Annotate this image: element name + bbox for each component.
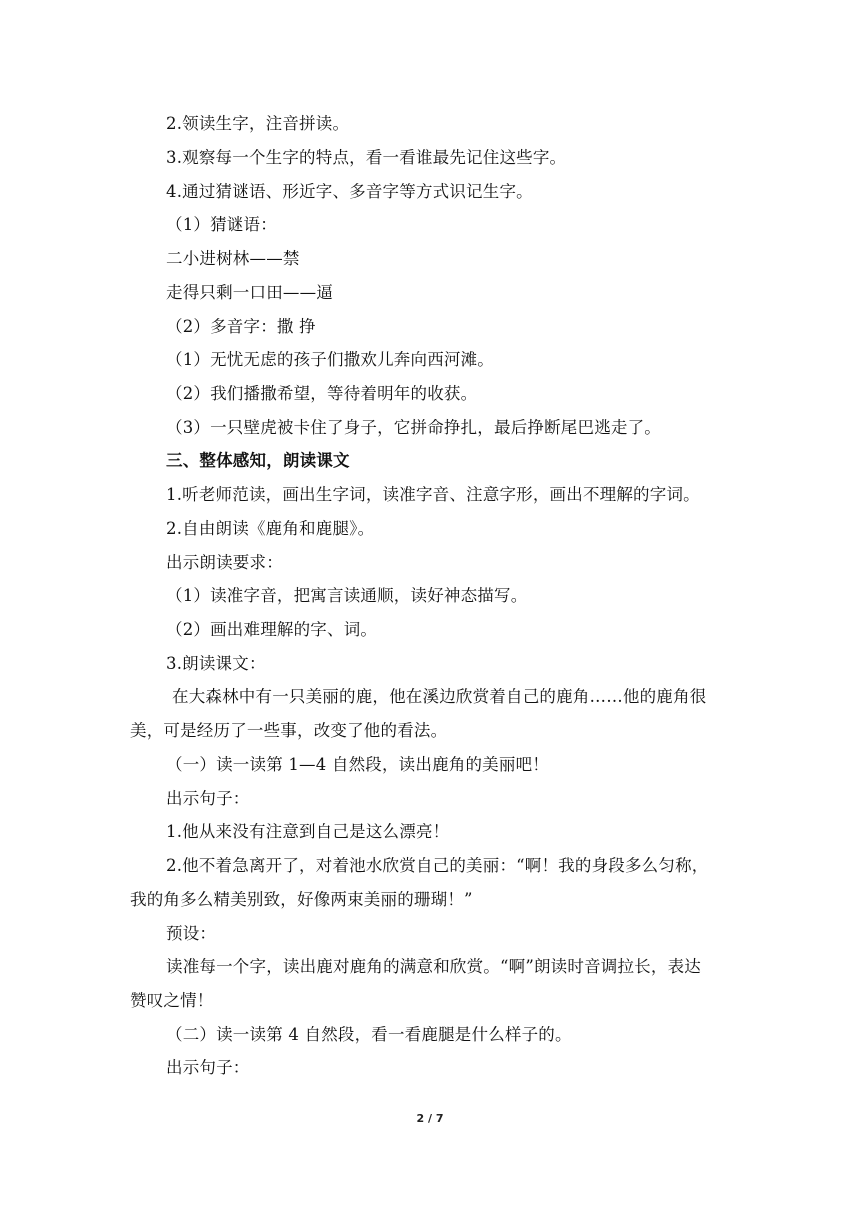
text-line: （1）无忧无虑的孩子们撒欢儿奔向西河滩。 [166, 350, 494, 369]
text-line: 2.领读生字，注音拼读。 [166, 114, 350, 133]
text-line: （1）猜谜语： [166, 215, 277, 234]
text-line: 3.观察每一个生字的特点，看一看谁最先记住这些字。 [166, 148, 567, 167]
text-line: 3.朗读课文： [166, 654, 266, 673]
text-line: 4.通过猜谜语、形近字、多音字等方式识记生字。 [166, 182, 533, 201]
text-line: 走得只剩一口田——逼 [166, 283, 333, 302]
text-line: 2.自由朗读《鹿角和鹿腿》。 [166, 519, 375, 538]
text-line: 读准每一个字，读出鹿对鹿角的满意和欣赏。“啊”朗读时音调拉长，表达 [166, 957, 701, 976]
text-line: （2）多音字：撒 挣 [166, 317, 316, 336]
text-line: 2.他不着急离开了，对着池水欣赏自己的美丽：“啊！我的身段多么匀称， [166, 856, 709, 875]
text-line: （2）我们播撒希望，等待着明年的收获。 [166, 384, 478, 403]
text-line: 美，可是经历了一些事，改变了他的看法。 [130, 721, 448, 740]
text-line: 我的角多么精美别致，好像两束美丽的珊瑚！” [130, 890, 473, 909]
text-line: （二）读一读第 4 自然段，看一看鹿腿是什么样子的。 [166, 1025, 572, 1044]
text-line: 出示句子： [166, 789, 250, 808]
text-line: 1.听老师范读，画出生字词，读准字音、注意字形，画出不理解的字词。 [166, 485, 700, 504]
text-line: （3）一只壁虎被卡住了身子，它拼命挣扎，最后挣断尾巴逃走了。 [166, 418, 661, 437]
text-line: 赞叹之情！ [130, 991, 214, 1010]
page-number: 2 / 7 [416, 1112, 444, 1125]
text-line: 在大森林中有一只美丽的鹿，他在溪边欣赏着自己的鹿角……他的鹿角很 [172, 687, 707, 706]
text-line: （一）读一读第 1—4 自然段，读出鹿角的美丽吧！ [166, 755, 549, 774]
text-line: 出示句子： [166, 1058, 250, 1077]
text-line: 出示朗读要求： [166, 553, 283, 572]
section-heading: 三、整体感知，朗读课文 [166, 451, 350, 470]
text-line: 二小进树林——禁 [166, 249, 300, 268]
text-line: 预设： [166, 924, 217, 943]
text-line: （1）读准字音，把寓言读通顺，读好神态描写。 [166, 586, 528, 605]
text-line: （2）画出难理解的字、词。 [166, 620, 378, 639]
text-line: 1.他从来没有注意到自己是这么漂亮！ [166, 822, 450, 841]
